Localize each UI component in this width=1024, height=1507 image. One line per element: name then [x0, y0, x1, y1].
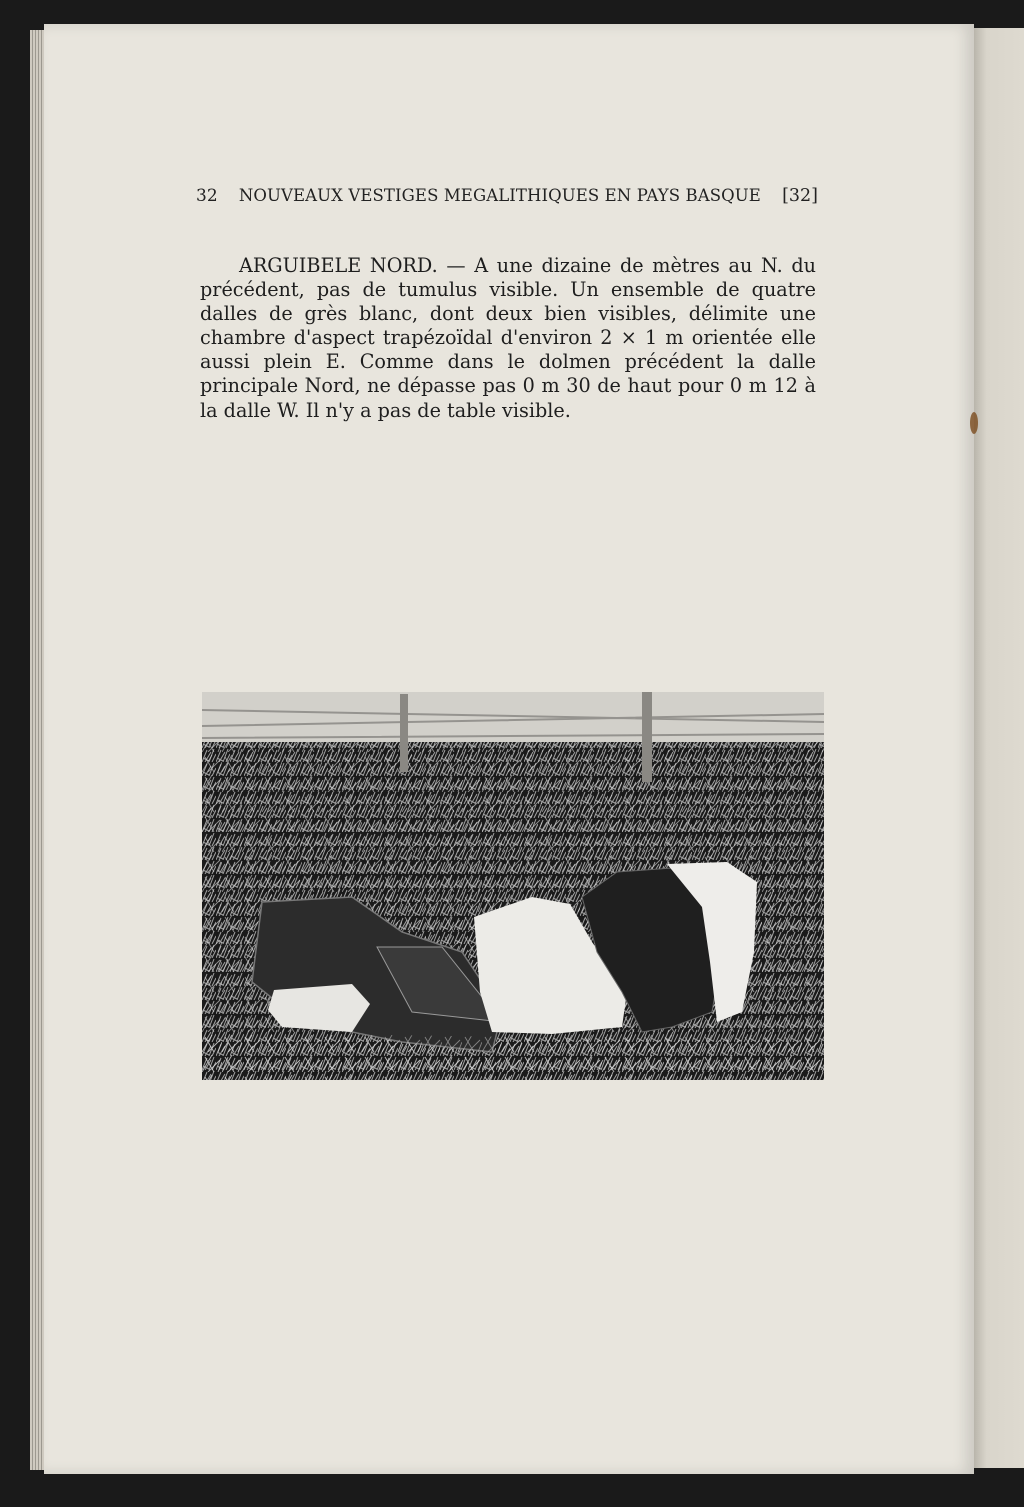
facing-page-edge — [974, 28, 1024, 1468]
running-header — [196, 186, 818, 206]
body-paragraph: ARGUIBELE NORD. — A une dizaine de mètres au N. du précédent, pas de tumulus visible. Un ensemble de quatre dalles de grès blanc, dont deux bien visibles, délimite une chambre d'aspect trapézoïdal d'environ 2 × 1 m orientée elle aussi plein E. Comme dans le dolmen précédent la dalle principale Nord, ne dépasse pas 0 m 30 de haut pour 0 m 12 à la dalle W. Il n'y a pas de table visible. — [200, 254, 816, 422]
page-number: 32 — [196, 186, 218, 206]
bracket-page-number: [32] — [782, 186, 818, 206]
running-title: NOUVEAUX VESTIGES MEGALITHIQUES EN PAYS BASQUE — [238, 186, 761, 205]
dolmen-photograph — [202, 692, 824, 1080]
stain-mark — [970, 412, 978, 434]
photo-image-icon — [202, 692, 824, 1080]
